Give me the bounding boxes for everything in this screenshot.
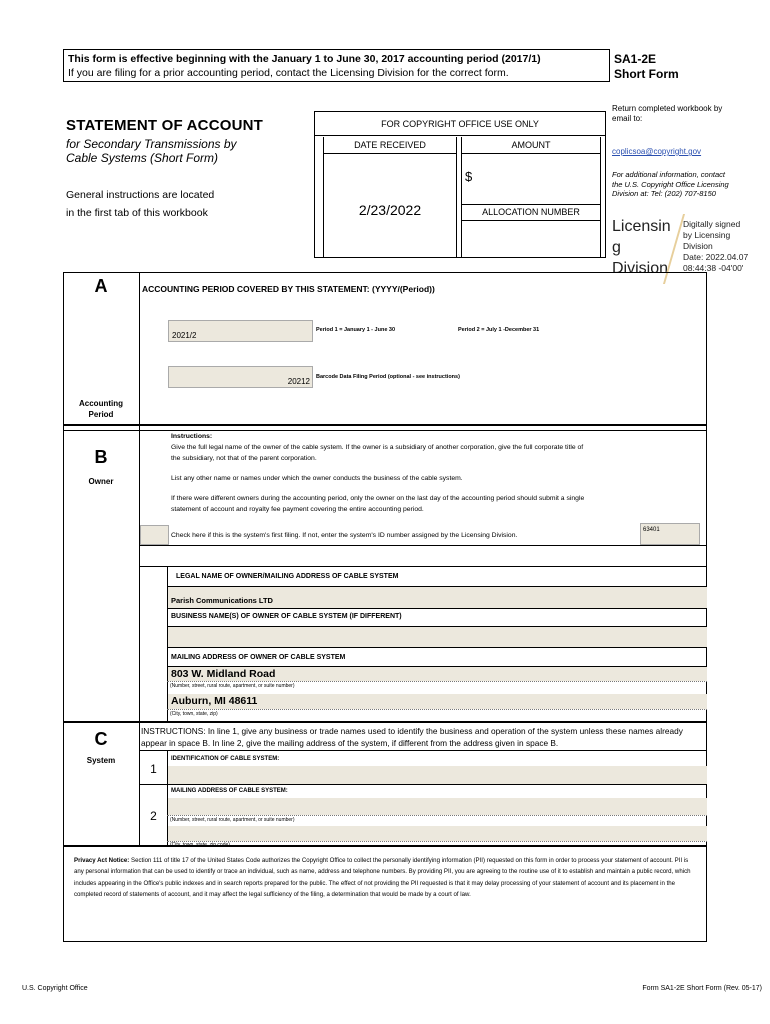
office-use-header: FOR COPYRIGHT OFFICE USE ONLY [315,112,605,136]
section-a-letter: A [94,276,108,296]
general-line-1: General instructions are located [66,189,215,201]
effective-notice [63,49,610,82]
b-rule-4 [167,608,707,609]
instructions-line-3: List any other name or names under which the owner conducts the business of the cable system. [171,475,463,482]
footer-left: U.S. Copyright Office [22,985,88,992]
instructions-line-5: statement of account and royalty fee payment covering the entire accounting period. [171,506,424,513]
accounting-period-heading: ACCOUNTING PERIOD COVERED BY THIS STATEMENT: (YYYY/(Period)) [142,284,435,294]
section-c-label: System [86,756,116,765]
business-names-input[interactable] [168,627,707,647]
signature-text-4: Date: 2022.04.07 [683,252,749,262]
signature-text-2: by Licensing [683,230,731,240]
instructions-line-1: Give the full legal name of the owner of the cable system. If the owner is a subsidiary of another corporation, give the full corporate title of [171,444,584,451]
section-b-letter: B [94,447,108,467]
identification-input[interactable] [168,766,707,784]
form-name: Short Form [614,67,679,81]
legal-name-input[interactable]: Parish Communications LTD [168,587,707,608]
date-received-value: 2/23/2022 [358,202,422,218]
privacy-notice [63,846,707,942]
mailing-address-label: MAILING ADDRESS OF OWNER OF CABLE SYSTEM [171,654,346,661]
additional-info: For additional information, contact the U.S. Copyright Office Licensing Division at: Tel: (202) 707-8150 [612,170,729,198]
privacy-label: Privacy Act Notice: [74,857,130,864]
city-rule [167,709,707,710]
section-c-instructions: INSTRUCTIONS: In line 1, give any business or trade names used to identify the business and operation of the system unless these names already appear in space B. In line 2, give the mailing address of the system, if different from the address given in space B. [141,726,683,748]
b-rule-1 [139,545,707,546]
period-note-2: Period 2 = July 1 -December 31 [458,327,540,333]
subtitle-line-1: for Secondary Transmissions by [66,137,237,151]
footer-right: Form SA1-2E Short Form (Rev. 05-17) [642,985,762,992]
period-note-1: Period 1 = January 1 - June 30 [316,327,396,333]
section-a-label [63,398,139,420]
section-b-instructions [171,431,691,515]
form-id [614,52,679,82]
c-rule-1 [139,750,707,751]
instructions-line-4: If there were different owners during the accounting period, only the owner on the last day of the accounting period should submit a single [171,495,585,502]
first-filing-checkbox[interactable] [140,525,169,545]
subtitle-line-2: Cable Systems (Short Form) [66,151,219,165]
c-city-rule [167,841,707,842]
email-link[interactable]: coplicsoa@copyright.gov [612,147,702,156]
system-id-input[interactable]: 63401 [640,523,700,545]
office-use-box [314,111,606,258]
b-rule-6 [167,647,707,648]
section-b-divider [139,425,140,722]
date-received-label: DATE RECEIVED [323,137,457,154]
return-instructions: Return completed workbook by email to: [612,104,723,123]
general-instructions [66,186,214,222]
line-2-label: MAILING ADDRESS OF CABLE SYSTEM: [171,788,288,794]
section-a-label-2: Period [88,410,114,419]
c-rule-2 [139,784,707,785]
instructions-line-2: the subsidiary, not that of the parent corporation. [171,455,317,462]
c-city-hint: (City, town, state, zip code) [170,842,230,848]
section-a-label-1: Accounting [79,399,123,408]
page-subtitle [66,137,237,165]
city-hint: (City, town, state, zip) [170,711,218,717]
accounting-period-input[interactable]: 2021/2 [168,320,313,342]
privacy-text: Section 111 of title 17 of the United States Code authorizes the Copyright Office to collect the personally identifying information (PII) requested on this form in order to process your statement of account. PII is any personal information that can be used to identify or trace an individual, such as name, address and telephone numbers. By providing PII, you are agreeing to the routine use of it to establish and maintain a public record, which includes appearing in the Office's public indexes and in search reports prepared for the public. The effect of not providing the PII requested is that it may delay processing of your statement of account and its placement in the completed record of statements of account, and it may affect the legal sufficiency of the filing, a determination that would be made by a court of law. [74,857,691,898]
system-city-input[interactable] [168,826,707,841]
form-code: SA1-2E [614,52,657,66]
legal-name-label: LEGAL NAME OF OWNER/MAILING ADDRESS OF CABLE SYSTEM [176,573,399,580]
signature-details [683,219,748,274]
b-rule-2 [139,566,707,567]
first-filing-text: Check here if this is the system's first filing. If not, enter the system's ID number assigned by the Licensing Division. [171,532,518,539]
general-line-2: in the first tab of this workbook [66,207,208,219]
street-rule [167,681,707,682]
section-b-label: Owner [88,477,114,486]
c-street-hint: (Number, street, rural route, apartment, or suite number) [170,817,295,823]
amount-label: AMOUNT [461,137,601,154]
city-input[interactable]: Auburn, MI 48611 [168,694,707,709]
signature-name-line-3: Division [612,260,669,277]
street-hint: (Number, street, rural route, apartment, or suite number) [170,683,295,689]
dollar-sign: $ [465,169,473,184]
line-1-number: 1 [150,762,157,776]
signature-name-line-2: g [612,239,621,256]
signature-text-1: Digitally signed [683,219,741,229]
page-title: STATEMENT OF ACCOUNT [66,117,264,134]
section-c-letter: C [94,729,108,749]
system-street-input[interactable] [168,798,707,815]
barcode-period-input[interactable]: 20212 [168,366,313,388]
instructions-title: Instructions: [171,433,213,440]
signature-text-5: 08:44:38 -04'00' [683,263,744,273]
street-input[interactable]: 803 W. Midland Road [168,667,707,681]
section-a-divider [139,272,140,425]
section-a [63,272,707,425]
barcode-note: Barcode Data Filing Period (optional - see instructions) [316,374,460,380]
notice-line-2: If you are filing for a prior accounting period, contact the Licensing Division for the correct form. [68,67,509,79]
line-1-label: IDENTIFICATION OF CABLE SYSTEM: [171,756,280,762]
business-names-label: BUSINESS NAME(S) OF OWNER OF CABLE SYSTEM (IF DIFFERENT) [171,613,402,620]
notice-line-1: This form is effective beginning with the January 1 to June 30, 2017 accounting period (2017/1) [68,53,541,65]
c-street-rule [167,815,707,816]
signature-name-line-1: Licensin [612,218,671,235]
signature-text-3: Division [683,241,713,251]
line-2-number: 2 [150,809,157,823]
allocation-label: ALLOCATION NUMBER [461,204,601,221]
